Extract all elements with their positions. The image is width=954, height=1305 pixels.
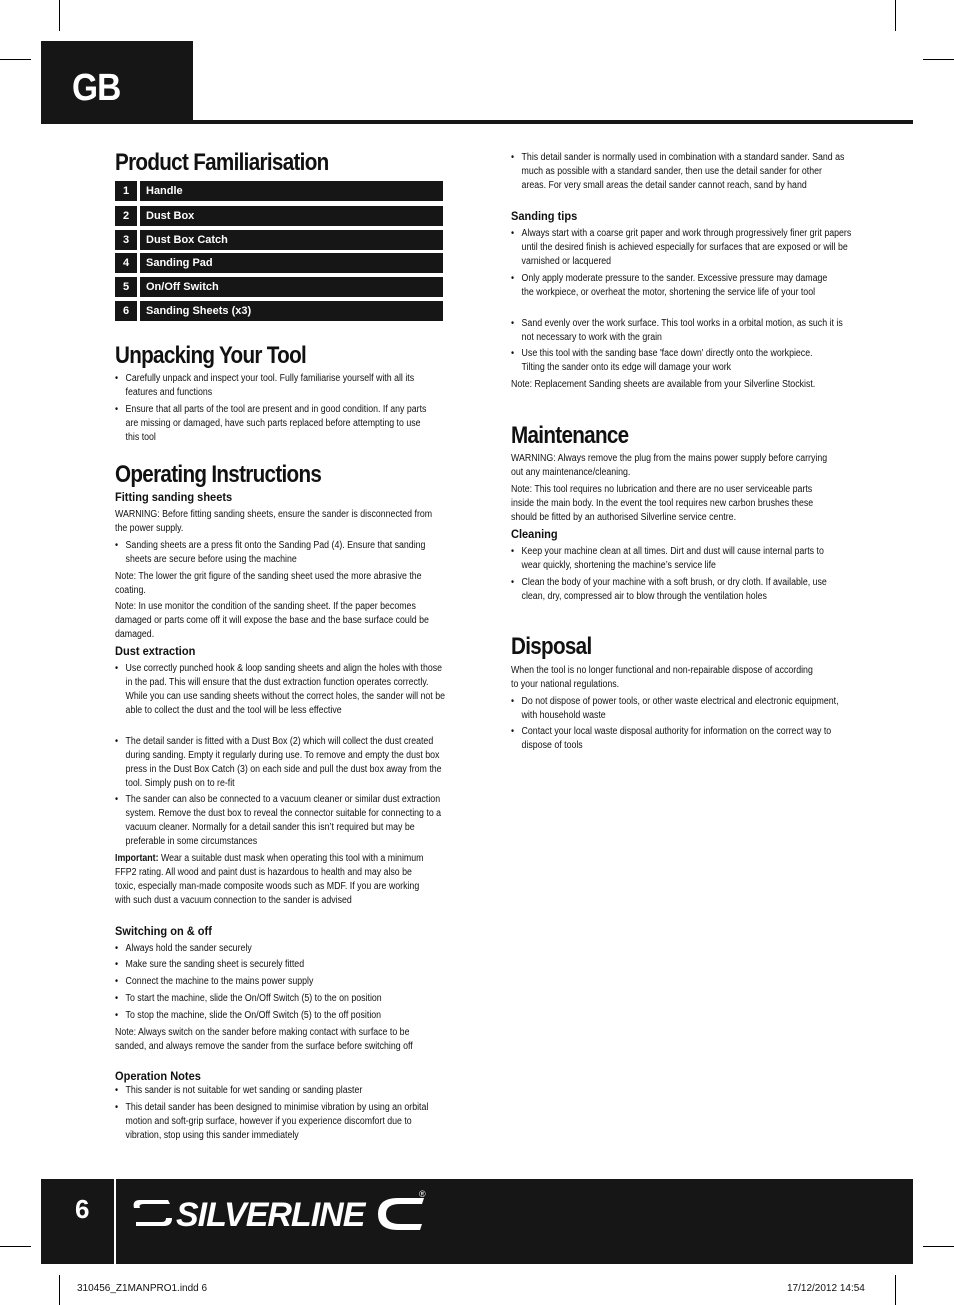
opnotes-bullet: • This sander is not suitable for wet sanding or sanding plaster <box>115 1084 453 1098</box>
dust-bullet: • The sander can also be connected to a vacuum cleaner or similar dust extraction system. Remove the dust box to reveal the connector suitable for connecting to a vacuum cleaner. Normally for a detail sander this isn’t required but may be preferable in some circumstances <box>115 793 449 849</box>
crop-mark <box>923 1246 954 1247</box>
brand-wordmark: SILVERLINE <box>176 1196 365 1234</box>
part-label: Dust Box <box>140 206 443 226</box>
parts-row <box>115 277 443 297</box>
switch-bullet: • Always hold the sander securely <box>115 942 442 956</box>
unpacking-bullet: • Carefully unpack and inspect your tool. Fully familiarise yourself with all its features and functions <box>115 372 444 400</box>
important-note <box>115 852 434 908</box>
maintenance-warning: WARNING: Always remove the plug from the mains power supply before carrying out any maintenance/cleaning. <box>511 453 828 478</box>
part-number: 6 <box>115 301 137 321</box>
part-label: Dust Box Catch <box>140 230 443 250</box>
cleaning-heading: Cleaning <box>511 527 558 541</box>
crop-mark <box>59 0 60 31</box>
part-label: Sanding Sheets (x3) <box>140 301 443 321</box>
tips-bullet: • Sand evenly over the work surface. This tool works in a orbital motion, as such it is not necessary to work with the grain <box>511 317 852 345</box>
switch-note: Note: Always switch on the sander before making contact with surface to be sanded, and always remove the sander from the surface before switching off <box>115 1027 413 1052</box>
switch-bullet: • Make sure the sanding sheet is securely fitted <box>115 958 442 972</box>
parts-row <box>115 253 443 273</box>
region-code: GB <box>72 67 121 109</box>
part-label: Handle <box>140 181 443 201</box>
unpacking-title: Unpacking Your Tool <box>115 342 307 369</box>
part-number: 2 <box>115 206 137 226</box>
fitting-note: Note: The lower the grit figure of the sanding sheet used the more abrasive the coating. <box>115 571 422 596</box>
cleaning-bullet: • Clean the body of your machine with a soft brush, or dry cloth. If available, use clean, dry, compressed air to blow through the ventilation holes <box>511 576 838 604</box>
tips-bullet: • Only apply moderate pressure to the sander. Excessive pressure may damage the workpiece, or overheat the motor, shortening the service life of your tool <box>511 272 838 300</box>
dust-bullet: • The detail sander is fitted with a Dust Box (2) which will collect the dust created during sanding. Empty it regularly during use. To remove and empty the dust box press in the Dust Box Catch (3) on each side and pull the dust box away from the tool. Simply push on to re-fit <box>115 735 447 791</box>
important-label: Important: <box>115 853 159 864</box>
parts-row <box>115 206 443 226</box>
parts-row <box>115 230 443 250</box>
switch-bullet: • Connect the machine to the mains power supply <box>115 975 442 989</box>
disposal-bullet: • Contact your local waste disposal authority for information on the correct way to dispose of tools <box>511 725 852 753</box>
slug-date: 17/12/2012 14:54 <box>787 1283 865 1294</box>
disposal-intro: When the tool is no longer functional and non-repairable dispose of according to your national regulations. <box>511 665 813 690</box>
crop-mark <box>0 59 31 60</box>
parts-row <box>115 301 443 321</box>
dust-extraction-heading: Dust extraction <box>115 644 196 658</box>
tips-note: Note: Replacement Sanding sheets are available from your Silverline Stockist. <box>511 379 816 390</box>
opnotes-bullet: • This detail sander has been designed to minimise vibration by using an orbital motion and soft-grip surface, however if you experience discomfort due to vibration, stop using this sander immediately <box>115 1101 435 1143</box>
part-number: 1 <box>115 181 137 201</box>
part-number: 5 <box>115 277 137 297</box>
silverline-logo <box>130 1188 430 1238</box>
part-label: On/Off Switch <box>140 277 443 297</box>
cleaning-bullet: • Keep your machine clean at all times. Dirt and dust will cause internal parts to wear quickly, shortening the machine’s service life <box>511 545 842 573</box>
important-text: Wear a suitable dust mask when operating this tool with a minimum FFP2 rating. All wood and paint dust is hazardous to health and may also be toxic, especially man-made composite woods such as MDF. If you are working with such dust a vacuum connection to the sander is advised <box>115 853 424 906</box>
opnotes-bullet: • This detail sander is normally used in combination with a standard sander. Sand as much as possible with a standard sander, then use the detail sander for other areas. For very small areas the detail sander cannot reach, sand by hand <box>511 151 845 193</box>
crop-mark <box>0 1246 31 1247</box>
tips-bullet: • Always start with a coarse grit paper and work through progressively finer grit papers until the desired finish is achieved especially for surfaces that are exposed or will be varnished or lacquered <box>511 227 852 269</box>
slug-file: 310456_Z1MANPRO1.indd 6 <box>77 1283 208 1294</box>
part-number: 3 <box>115 230 137 250</box>
disposal-bullet: • Do not dispose of power tools, or other waste electrical and electronic equipment, with household waste <box>511 695 845 723</box>
crop-mark <box>895 0 896 31</box>
page-number: 6 <box>75 1194 90 1224</box>
footer-divider <box>114 1179 116 1264</box>
tips-bullet: • Use this tool with the sanding base 'face down' directly onto the workpiece. Tilting the sander onto its edge will damage your work <box>511 347 837 375</box>
dust-bullet: • Use correctly punched hook & loop sanding sheets and align the holes with those in the pad. This will ensure that the dust extraction function operates correctly. While you can use sanding sheets without the correct holes, the sander will not be able to collect the dust and the tool will be less effective <box>115 662 445 718</box>
fitting-note: Note: In use monitor the condition of the sanding sheet. If the paper becomes damaged or parts come off it will expose the base and the base surface could be damaged. <box>115 601 429 640</box>
unpacking-bullet: • Ensure that all parts of the tool are present and in good condition. If any parts are missing or damaged, have such parts replaced before attempting to use this tool <box>115 403 430 445</box>
parts-row <box>115 181 443 201</box>
crop-mark <box>895 1275 896 1305</box>
crop-mark <box>923 59 954 60</box>
header-rule <box>41 120 913 124</box>
fitting-warning: WARNING: Before fitting sanding sheets, ensure the sander is disconnected from the power supply. <box>115 509 433 534</box>
part-label: Sanding Pad <box>140 253 443 273</box>
switch-bullet: • To start the machine, slide the On/Off Switch (5) to the on position <box>115 992 453 1006</box>
switch-bullet: • To stop the machine, slide the On/Off Switch (5) to the off position <box>115 1009 453 1023</box>
product-familiarisation-title: Product Familiarisation <box>115 149 329 176</box>
crop-mark <box>59 1275 60 1305</box>
fitting-bullet: • Sanding sheets are a press fit onto the Sanding Pad (4). Ensure that sanding sheets are secure before using the machine <box>115 539 434 567</box>
registered-mark: ® <box>419 1189 426 1199</box>
maintenance-title: Maintenance <box>511 422 629 449</box>
sanding-tips-heading: Sanding tips <box>511 209 578 223</box>
switching-heading: Switching on & off <box>115 924 212 938</box>
disposal-title: Disposal <box>511 633 592 660</box>
operation-notes-heading: Operation Notes <box>115 1069 201 1083</box>
fitting-sheets-heading: Fitting sanding sheets <box>115 490 233 504</box>
maintenance-note: Note: This tool requires no lubrication and there are no user serviceable parts inside the main body. In the event the tool requires new carbon brushes these should be fitted by an authorised Silverline service centre. <box>511 484 814 523</box>
part-number: 4 <box>115 253 137 273</box>
operating-instructions-title: Operating Instructions <box>115 461 322 488</box>
